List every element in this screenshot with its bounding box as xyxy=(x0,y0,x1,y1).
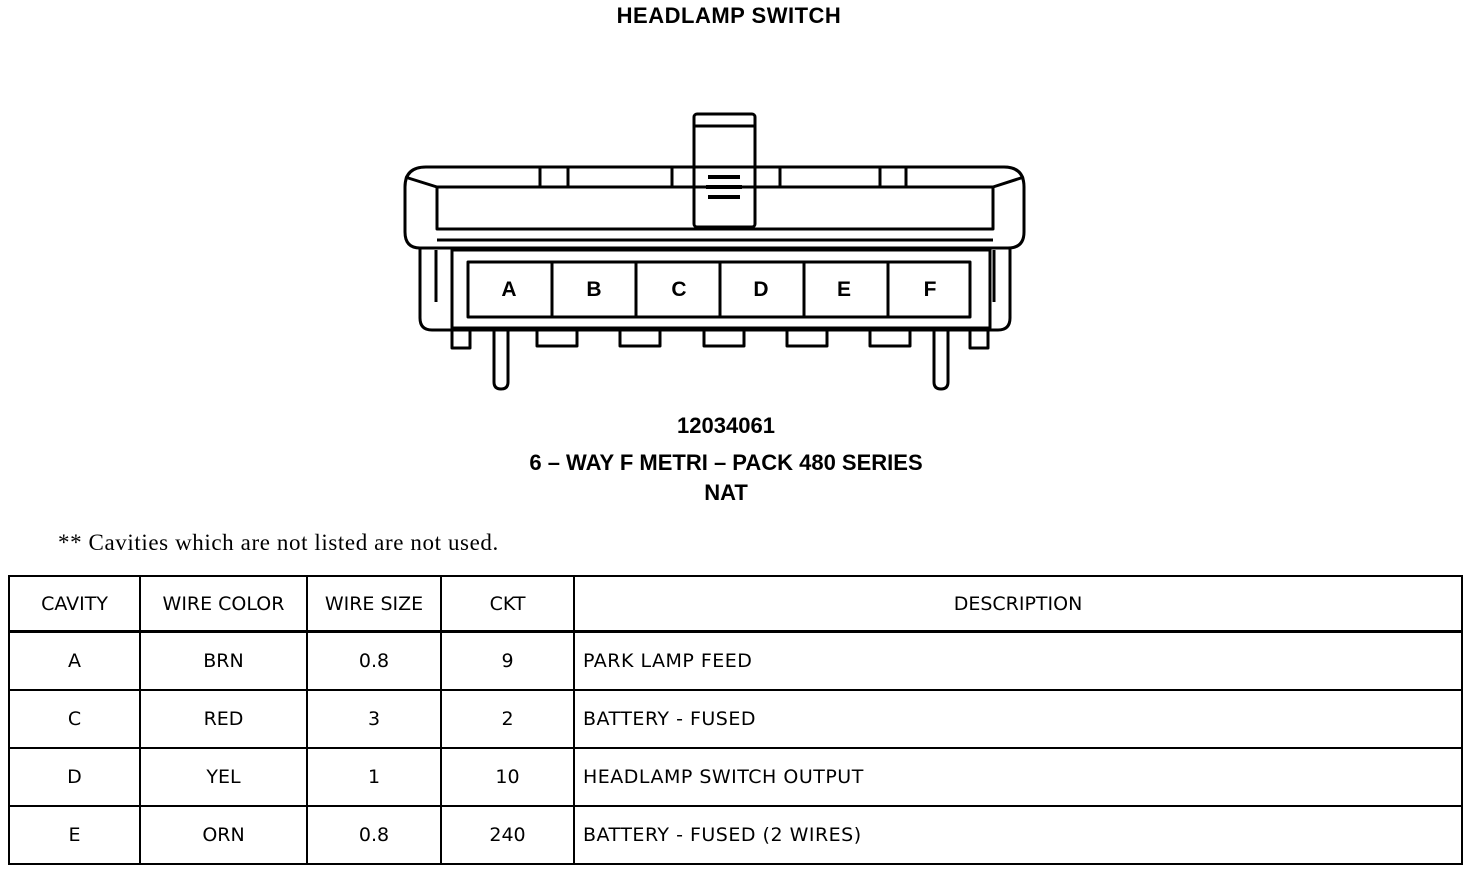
cell-wire-size: 0.8 xyxy=(307,806,441,864)
cell-wire-color: ORN xyxy=(140,806,307,864)
cell-ckt: 240 xyxy=(441,806,574,864)
table-row xyxy=(9,632,1462,691)
cell-description: HEADLAMP SWITCH OUTPUT xyxy=(574,748,1462,806)
connector-latch xyxy=(694,114,755,227)
cell-ckt: 9 xyxy=(441,632,574,691)
cavity-label-b: B xyxy=(586,278,602,301)
table-row xyxy=(9,690,1462,748)
table-row xyxy=(9,748,1462,806)
cell-wire-color: RED xyxy=(140,690,307,748)
connector-type: 6 – WAY F METRI – PACK 480 SERIES xyxy=(529,450,923,475)
cavity-label-f: F xyxy=(923,278,937,301)
pinout-table xyxy=(8,575,1463,865)
cavity-note: ** Cavities which are not listed are not used. xyxy=(58,530,499,555)
connector-diagram xyxy=(0,0,1472,400)
cavity-label-d: D xyxy=(753,278,769,301)
cell-wire-size: 3 xyxy=(307,690,441,748)
cell-ckt: 2 xyxy=(441,690,574,748)
cavity-label-c: C xyxy=(671,278,687,301)
table-header-row xyxy=(9,576,1462,632)
cell-wire-color: BRN xyxy=(140,632,307,691)
header-ckt: CKT xyxy=(441,576,574,632)
cell-cavity: C xyxy=(9,690,140,748)
part-number: 12034061 xyxy=(677,413,775,438)
header-wire-color: WIRE COLOR xyxy=(140,576,307,632)
page-title: HEADLAMP SWITCH xyxy=(616,3,842,28)
table-row xyxy=(9,806,1462,864)
cell-wire-color: YEL xyxy=(140,748,307,806)
cell-ckt: 10 xyxy=(441,748,574,806)
cavity-label-e: E xyxy=(836,278,852,301)
cell-wire-size: 0.8 xyxy=(307,632,441,691)
cell-cavity: A xyxy=(9,632,140,691)
cell-cavity: E xyxy=(9,806,140,864)
cell-description: BATTERY - FUSED (2 WIRES) xyxy=(574,806,1462,864)
header-description: DESCRIPTION xyxy=(574,576,1462,632)
connector-color-code: NAT xyxy=(704,480,748,505)
header-wire-size: WIRE SIZE xyxy=(307,576,441,632)
cell-cavity: D xyxy=(9,748,140,806)
cell-description: PARK LAMP FEED xyxy=(574,632,1462,691)
cavity-label-a: A xyxy=(501,278,517,301)
cell-wire-size: 1 xyxy=(307,748,441,806)
cell-description: BATTERY - FUSED xyxy=(574,690,1462,748)
cavity-block xyxy=(468,262,970,317)
header-cavity: CAVITY xyxy=(9,576,140,632)
